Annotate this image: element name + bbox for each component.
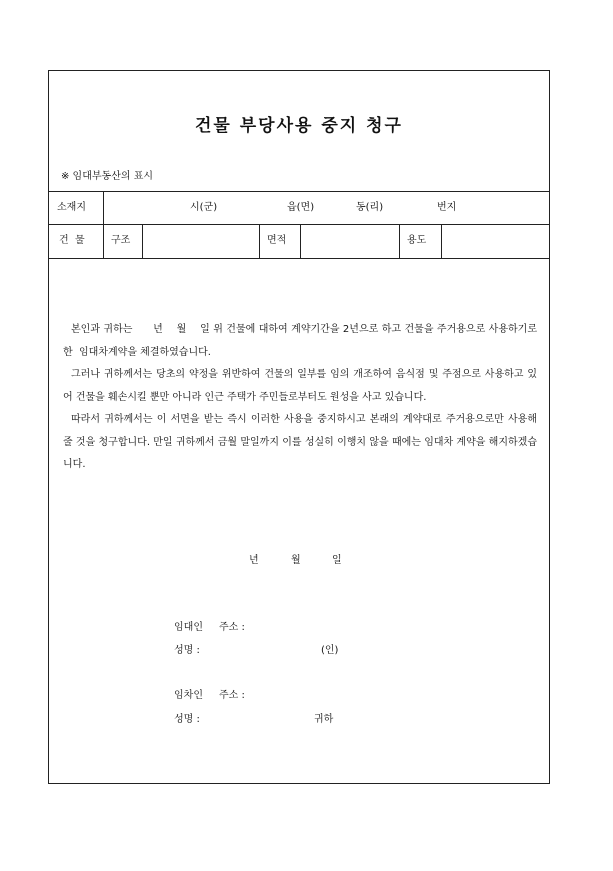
- location-label: 소재지: [57, 202, 86, 213]
- lot-number-field: 번지: [437, 202, 457, 213]
- table-col-divider: [103, 191, 104, 258]
- table-col-divider: [300, 224, 301, 258]
- document-frame: [48, 70, 550, 784]
- table-col-divider: [441, 224, 442, 258]
- lessee-label: 임차인: [174, 690, 203, 701]
- lessee-honorific: 귀하: [314, 714, 334, 725]
- table-col-divider: [399, 224, 400, 258]
- lessor-seal: (인): [321, 645, 339, 656]
- city-field: 시(군): [190, 202, 218, 213]
- date-month: 월: [291, 555, 301, 566]
- town-field: 읍(면): [287, 202, 315, 213]
- lessor-address-label: 주소 :: [219, 622, 245, 633]
- table-col-divider: [142, 224, 143, 258]
- building-label: 건 물: [59, 235, 85, 246]
- table-top-border: [49, 191, 549, 192]
- table-col-divider: [259, 224, 260, 258]
- area-label: 면적: [267, 235, 287, 246]
- request-body: [63, 319, 541, 477]
- property-note: ※ 임대부동산의 표시: [61, 171, 154, 182]
- lessee-address-label: 주소 :: [219, 690, 245, 701]
- village-field: 동(리): [356, 202, 384, 213]
- usage-label: 용도: [407, 235, 427, 246]
- table-bottom-border: [49, 258, 549, 259]
- lessor-name-label: 성명 :: [174, 645, 200, 656]
- lessor-label: 임대인: [174, 622, 203, 633]
- body-paragraph-3: 따라서 귀하께서는 이 서면을 받는 즉시 이러한 사용을 중지하시고 본래의 계약대로 주거용으로만 사용해 줄 것을 청구합니다. 만일 귀하께서 금월 말일까지 이를 성실히 이행치 않을 때에는 임대차 계약을 해지하겠습니다.: [63, 414, 537, 470]
- date-year: 년: [249, 555, 259, 566]
- date-day: 일: [332, 555, 342, 566]
- body-paragraph-2: 그러나 귀하께서는 당초의 약정을 위반하여 건물의 일부를 임의 개조하여 음식점 및 주점으로 사용하고 있어 건물을 훼손시킬 뿐만 아니라 인근 주택가 주민들로부터도 원성을 사고 있습니다.: [63, 369, 537, 403]
- structure-label: 구조: [111, 235, 131, 246]
- document-title: 건물 부당사용 중지 청구: [195, 116, 403, 136]
- lessee-name-label: 성명 :: [174, 714, 200, 725]
- table-row-divider: [49, 224, 549, 225]
- body-paragraph-1: 본인과 귀하는 년 월 일 위 건물에 대하여 계약기간을 2년으로 하고 건물을 주거용으로 사용하기로 한 임대차계약을 체결하였습니다.: [63, 324, 541, 358]
